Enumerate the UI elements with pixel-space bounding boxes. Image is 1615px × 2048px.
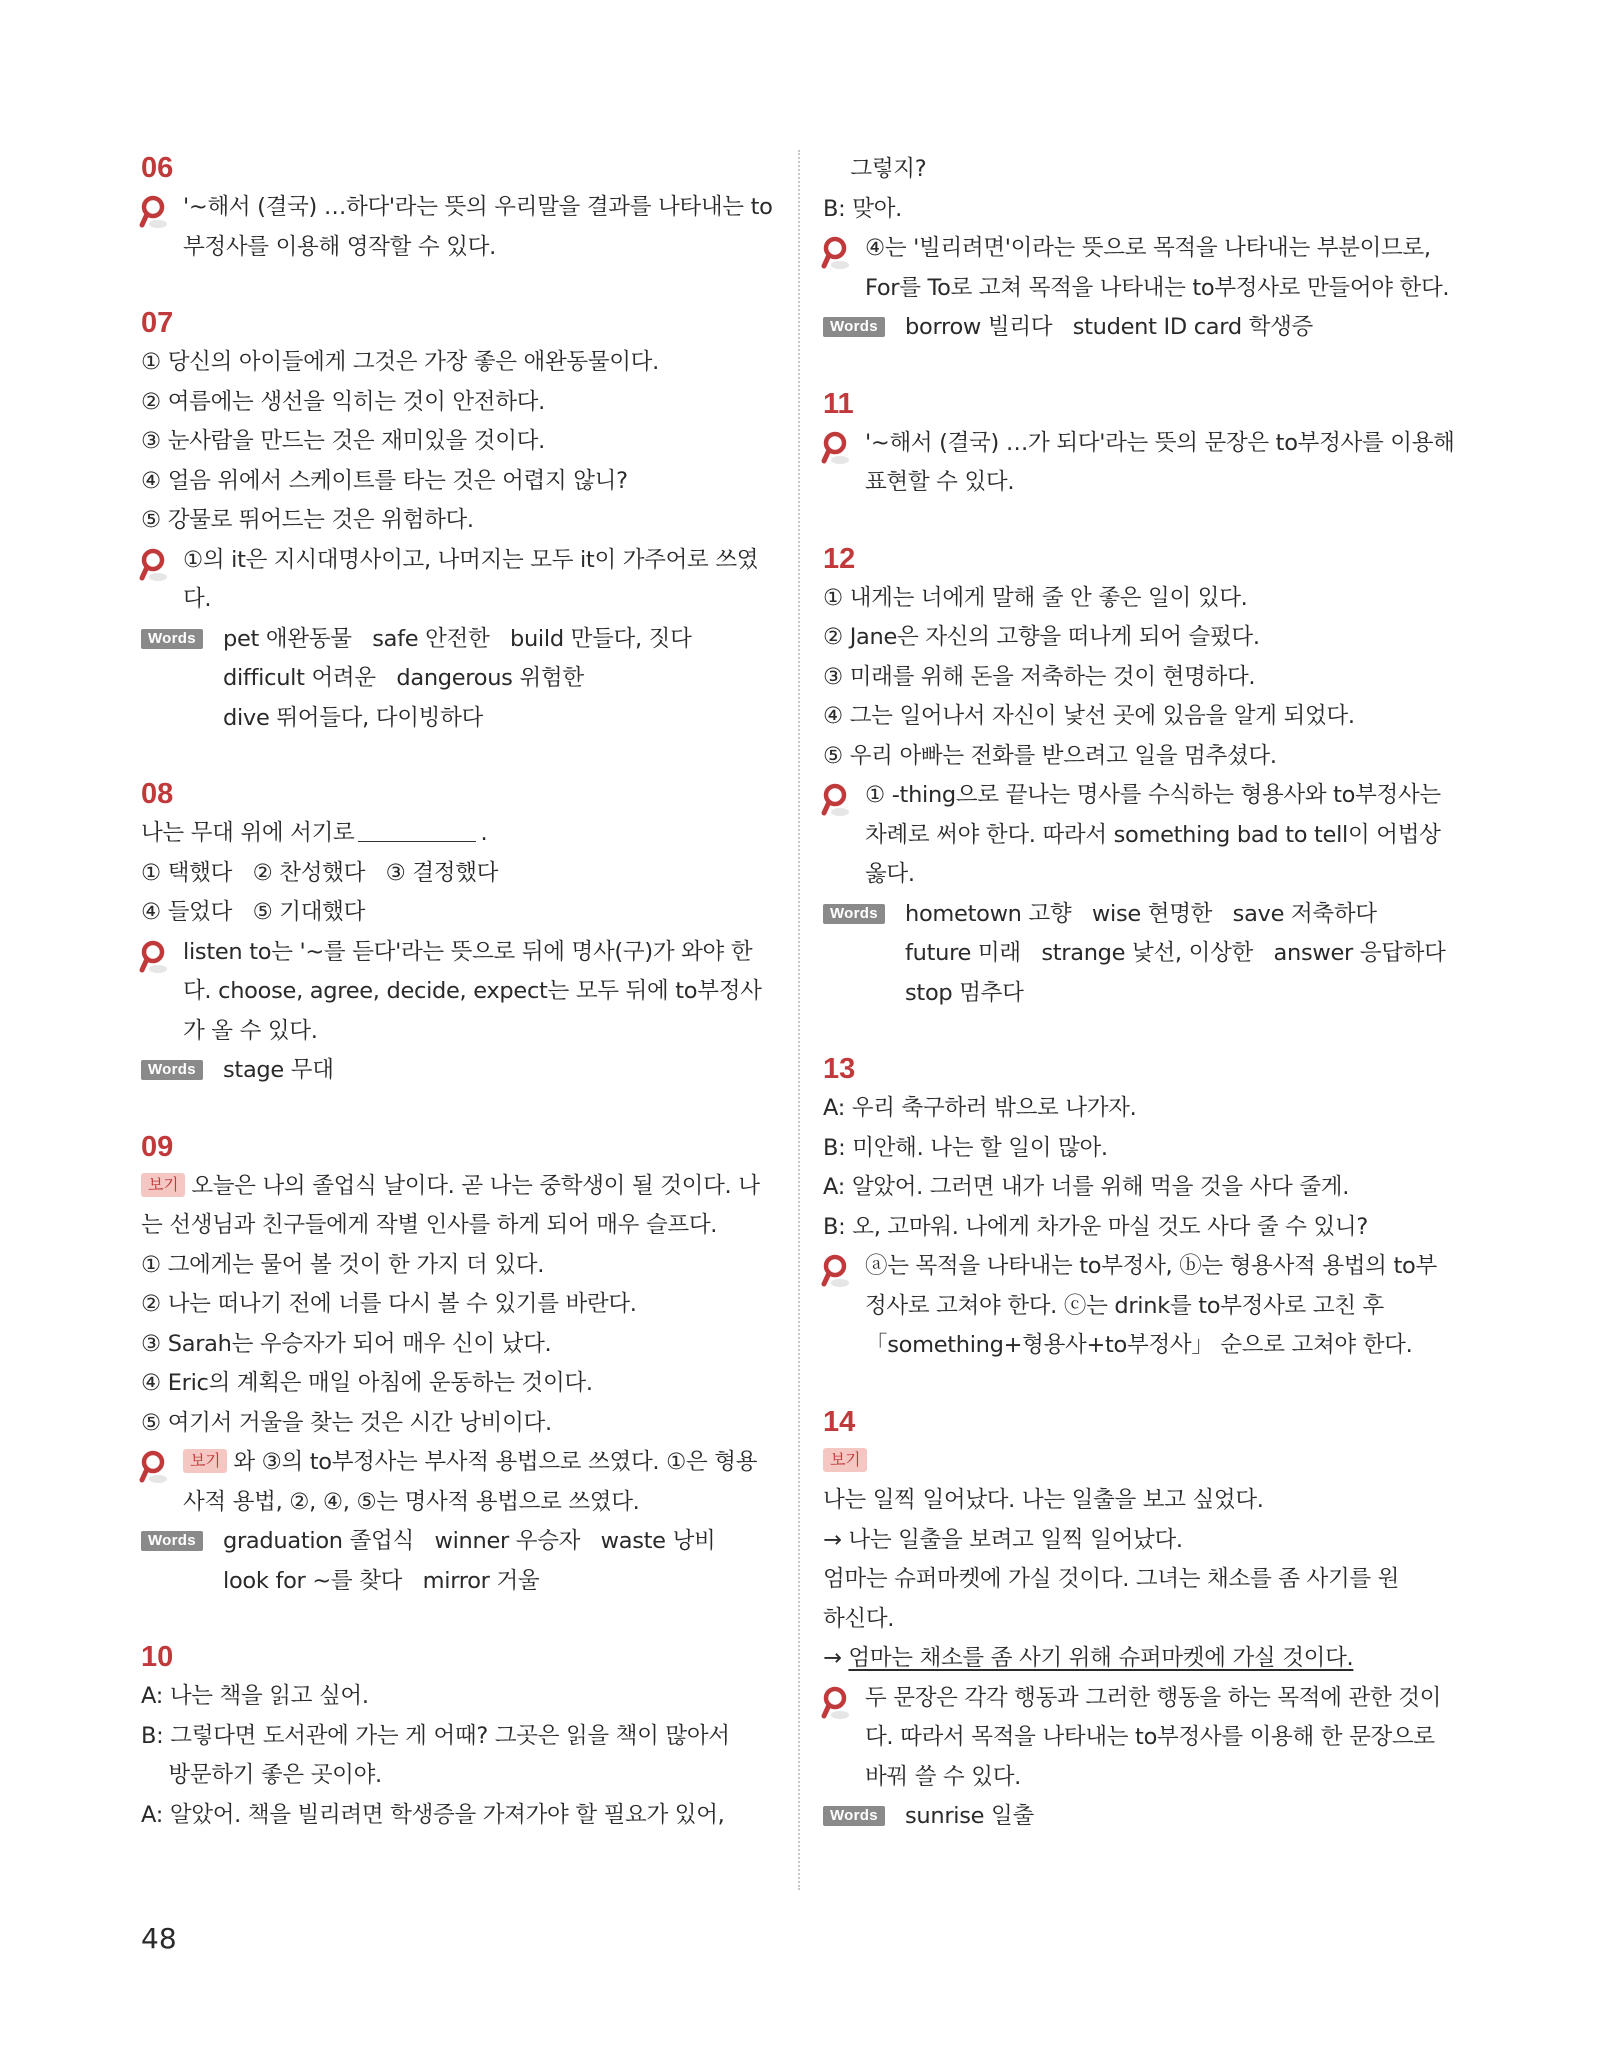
question-number: 08 [141,778,174,810]
question-number: 12 [823,542,856,575]
words-line: pet 애완동물 safe 안전한 build 만들다, 짓다 [223,625,692,652]
words-tag: Words [141,1531,203,1551]
question-number: 14 [823,1405,856,1438]
words-line: graduation 졸업식 winner 우승자 waste 낭비 [223,1528,716,1554]
example-line: → 나는 일출을 보려고 일찍 일어났다. [823,1526,1183,1553]
question-number: 09 [141,1130,174,1163]
example-tag: 보기 [141,1173,185,1197]
question-09 [141,1129,773,1602]
words-tag: Words [141,1060,203,1080]
answer-text: 엄마는 채소를 좀 사기 위해 슈퍼마켓에 가실 것이다. [848,1645,1354,1671]
words-box [141,620,773,739]
hint-text: ⓐ는 목적을 나타내는 to부정사, ⓑ는 형용사적 용법의 to부정사로 고쳐야 한다. ⓒ는 drink를 to부정사로 고친 후 「something+형용사+to부정사」 순으로 고쳐야 한다. [865,1253,1437,1358]
dialogue-line: B: 미안해. 나는 할 일이 많아. [823,1134,1108,1161]
option: ② 여름에는 생선을 익히는 것이 안전하다. [141,388,545,415]
answer-line [823,1639,1455,1679]
words-line: hometown 고향 wise 현명한 save 저축하다 [905,900,1377,927]
question-10 [141,1639,773,1835]
options-row: ① 택했다 ② 찬성했다 ③ 결정했다 [141,859,499,886]
question-number: 06 [141,152,174,184]
words-tag: Words [823,317,885,337]
option: ③ 눈사람을 만드는 것은 재미있을 것이다. [141,428,545,454]
hint [823,776,1455,895]
dialogue-line: 방문하기 좋은 곳이야. [141,1762,382,1788]
question-sentence [141,814,773,854]
question-08 [141,776,773,1091]
hint-text [183,1443,773,1522]
example-line: 나는 일찍 일어났다. 나는 일출을 보고 싶었다. [823,1487,1264,1513]
sentence-before: 나는 무대 위에 서기로 [141,820,355,846]
words-box [823,895,1455,1014]
option: ④ Eric의 계획은 매일 아침에 운동하는 것이다. [141,1370,593,1396]
hint-text: listen to는 '~를 듣다'라는 뜻으로 뒤에 명사(구)가 와야 한다. choose, agree, decide, expect는 모두 뒤에 to부정사가 올 수 있다. [183,938,762,1044]
question-07 [141,305,773,738]
question-number: 11 [823,387,854,420]
magnifier-icon [820,1253,854,1291]
words-line: difficult 어려운 dangerous 위험한 [223,665,584,691]
dialogue-line: 그렇지? [823,156,927,182]
option: ① 그에게는 물어 볼 것이 한 가지 더 있다. [141,1251,545,1278]
words-tag: Words [823,1806,885,1826]
answer-blank [358,817,476,842]
options-row: ④ 들었다 ⑤ 기대했다 [141,899,366,925]
words-box [141,1051,773,1091]
words-line: look for ~를 찾다 mirror 거울 [223,1567,540,1594]
words-line: sunrise 일출 [905,1803,1034,1829]
dialogue-line: A: 알았어. 그러면 내가 너를 위해 먹을 것을 사다 줄게. [823,1174,1350,1200]
answer-arrow: → [823,1645,849,1671]
right-column [823,150,1455,1875]
hint-text: ① -thing으로 끝나는 명사를 수식하는 형용사와 to부정사는 차례로 써야 한다. 따라서 something bad to tell이 어법상 옳다. [865,782,1441,887]
question-11 [823,386,1455,503]
dialogue-line: A: 우리 축구하러 밖으로 나가자. [823,1095,1137,1121]
question-number: 13 [823,1053,856,1085]
hint-text: '~해서 (결국) …하다'라는 뜻의 우리말을 결과를 나타내는 to부정사를 이용해 영작할 수 있다. [183,194,773,260]
hint [823,1679,1455,1798]
hint [823,229,1455,308]
example-box [141,1167,773,1246]
example-line: 하신다. [823,1605,895,1632]
option: ③ 미래를 위해 돈을 저축하는 것이 현명하다. [823,663,1256,690]
hint [141,933,773,1052]
question-10-continued [823,150,1455,348]
hint-body: 와 ③의 to부정사는 부사적 용법으로 쓰였다. ①은 형용사적 용법, ②, ④, ⑤는 명사적 용법으로 쓰였다. [183,1449,758,1515]
magnifier-icon [820,782,854,820]
option: ③ Sarah는 우승자가 되어 매우 신이 났다. [141,1330,552,1357]
option: ⑤ 강물로 뛰어드는 것은 위험하다. [141,507,474,533]
hint [141,188,773,267]
column-divider [798,150,800,1890]
page-number: 48 [141,1922,177,1955]
words-line: stop 멈추다 [905,979,1024,1006]
dialogue-line: B: 맞아. [823,195,902,222]
sentence-after: . [480,820,488,846]
magnifier-icon [820,235,854,273]
dialogue-line: A: 나는 책을 읽고 싶어. [141,1683,369,1709]
hint [141,541,773,620]
option: ④ 그는 일어나서 자신이 낯선 곳에 있음을 알게 되었다. [823,703,1355,729]
example-tag: 보기 [823,1448,867,1472]
hint-text: 두 문장은 각각 행동과 그러한 행동을 하는 목적에 관한 것이다. 따라서 목적을 나타내는 to부정사를 이용해 한 문장으로 바꿔 쓸 수 있다. [865,1684,1442,1790]
question-14 [823,1404,1455,1837]
words-box [823,1797,1455,1837]
magnifier-icon [138,194,172,232]
example-text: 오늘은 나의 졸업식 날이다. 곧 나는 중학생이 될 것이다. 나는 선생님과 친구들에게 작별 인사를 하게 되어 매우 슬프다. [141,1172,760,1238]
magnifier-icon [820,430,854,468]
dialogue-line: B: 그렇다면 도서관에 가는 게 어때? 그곳은 읽을 책이 많아서 [141,1722,730,1749]
magnifier-icon [820,1685,854,1723]
option: ② Jane은 자신의 고향을 떠나게 되어 슬펐다. [823,624,1260,650]
magnifier-icon [138,939,172,977]
words-box [823,308,1455,348]
magnifier-icon [138,1449,172,1487]
words-line: stage 무대 [223,1057,334,1083]
question-12 [823,541,1455,1014]
words-tag: Words [823,904,885,924]
words-box [141,1522,773,1601]
hint [823,1247,1455,1366]
option: ② 나는 떠나기 전에 너를 다시 볼 수 있기를 바란다. [141,1291,637,1317]
example-box [823,1442,1455,1482]
hint [141,1443,773,1522]
example-tag: 보기 [183,1449,227,1473]
hint [823,424,1455,503]
option: ① 내게는 너에게 말해 줄 안 좋은 일이 있다. [823,584,1248,611]
magnifier-icon [138,547,172,585]
question-06 [141,150,773,267]
question-13 [823,1051,1455,1366]
dialogue-line: A: 알았어. 책을 빌리려면 학생증을 가져가야 할 필요가 있어, [141,1801,725,1828]
hint-text: ④는 '빌리려면'이라는 뜻으로 목적을 나타내는 부분이므로, For를 To로 고쳐 목적을 나타내는 to부정사로 만들어야 한다. [865,235,1450,301]
example-line: 엄마는 슈퍼마켓에 가실 것이다. 그녀는 채소를 좀 사기를 원 [823,1566,1400,1592]
left-column [141,150,773,1873]
option: ⑤ 여기서 거울을 찾는 것은 시간 낭비이다. [141,1409,552,1436]
option: ⑤ 우리 아빠는 전화를 받으려고 일을 멈추셨다. [823,742,1277,769]
words-line: dive 뛰어들다, 다이빙하다 [223,704,483,731]
hint-text: ①의 it은 지시대명사이고, 나머지는 모두 it이 가주어로 쓰였다. [183,546,759,612]
question-number: 07 [141,307,174,339]
hint-text: '~해서 (결국) …가 되다'라는 뜻의 문장은 to부정사를 이용해 표현할 수 있다. [865,429,1455,495]
option: ④ 얼음 위에서 스케이트를 타는 것은 어렵지 않니? [141,467,628,494]
option: ① 당신의 아이들에게 그것은 가장 좋은 애완동물이다. [141,349,659,375]
words-tag: Words [141,629,203,649]
question-number: 10 [141,1641,174,1673]
dialogue-line: B: 오, 고마워. 나에게 차가운 마실 것도 사다 줄 수 있니? [823,1213,1368,1240]
words-line: future 미래 strange 낯선, 이상한 answer 응답하다 [905,940,1446,966]
words-line: borrow 빌리다 student ID card 학생증 [905,314,1313,340]
